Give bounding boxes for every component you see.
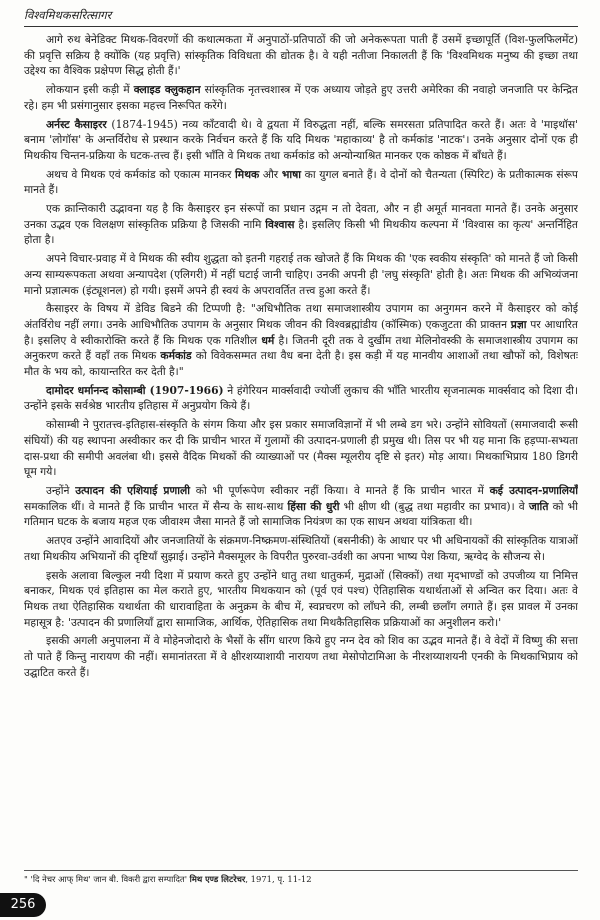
body-paragraph xyxy=(24,533,578,564)
bold-term: क्लाइड क्लुकहान xyxy=(133,83,201,97)
text-run: लोकयान इसी कड़ी में xyxy=(46,83,134,97)
text-run: कैसाइरर के विषय में डेविड बिडने की टिप्पणी है: "अधिभौतिक तथा समाजशास्त्रीय उपागम का अनुगमन करने में कैसाइरर को कोई अंतर्विरोध नहीं लगा। उनके आधिभौतिक उपागम के अनुसार मिथक जीवन की विश्वब्रह्मांडीय (कॉस्मिक) एकजुटता की प्राक्तन xyxy=(24,302,578,331)
body-paragraph xyxy=(24,167,578,198)
body-paragraph xyxy=(24,301,578,380)
body-paragraph xyxy=(24,82,578,113)
body-paragraph xyxy=(24,32,578,79)
bold-term: धर्म xyxy=(261,333,275,347)
bold-term: विश्वास xyxy=(265,217,295,231)
bold-term: कई उत्पादन-प्रणालियाँ xyxy=(489,483,578,497)
text-run: इसके अलावा बिल्कुल नयी दिशा में प्रयाण करते हुए उन्होंने धातु तथा धातुकर्म, मुद्राओं (सिक्कों) तथा मृदभाण्डों को उपजीव्य या निमित्त बनाकर, मिथक एवं इतिहास का मेल कराते हुए, भारतीय मिथकयान को (पूर्व एवं पश्च) ऐतिहासिक यथार्थताओं से अन्वित कर दिया। अतः वे मिथक तथा ऐतिहासिक यथार्थता की धारावाहिता के अनुक्रम के बीच में, स्वप्नचरण को लाँघने की, लम्बी छलाँग लगाते हैं। इस प्रावल में उनका महासूत्र है: 'उत्पादन की प्रणालियाँ द्वारा सामाजिक, आर्थिक, ऐतिहासिक तथा मिथकैतिहासिक प्रक्रियाओं का अनुशीलन करो।' xyxy=(24,568,578,629)
text-run: अपने विचार-प्रवाह में वे मिथक की स्वीय शुद्धता को इतनी गहराई तक खोजते हैं कि मिथक की 'एक स्वकीय संस्कृति' को मानते हैं जो किसी अन्य साम्यरूपकता अथवा अन्यापदेश (एलिगरी) में नहीं घटाई जानी चाहिए। उनकी अपनी ही 'लघु संस्कृति' होती है। अतः मिथक की अभिव्यंजना मानो प्रज्ञात्मक (इंट्यूशनल) हो गयी। इसमें अपने ही स्वयं के अपरावर्तित तत्त्व हुआ करते हैं। xyxy=(24,252,578,297)
body-paragraph xyxy=(24,483,578,530)
bold-term: जाति xyxy=(528,499,549,513)
page-body xyxy=(24,32,578,864)
text-run: समकालिक थीं। वे मानते हैं कि प्राचीन भारत में सैन्य के साथ-साथ xyxy=(24,499,288,513)
body-paragraph xyxy=(24,633,578,680)
text-run: उन्होंने xyxy=(46,483,76,497)
text-run: को विवेकसम्मत तथा वैध बना देती है। इस कड़ी में यह मानवीय आशाओं तथा खौफों को, विशेषतः मौत के भय को, कायान्तरित कर देती है।" xyxy=(24,349,578,379)
footnote-tail: , 1971, पृ. 11-12 xyxy=(245,874,312,884)
text-run: का युगल बनाते हैं। वे दोनों को चैतन्यता (स्पिरिट) के प्रतीकात्मक संरूप मानते हैं। xyxy=(24,167,578,197)
footnote xyxy=(24,870,578,885)
bold-term: कर्मकांड xyxy=(160,349,192,363)
bold-term: प्रज्ञा xyxy=(510,317,527,331)
body-paragraph xyxy=(24,201,578,248)
text-run: आगे रुथ बेनेडिक्ट मिथक-विवरणों की कथात्मकता में अनुपाठों-प्रतिपाठों की जो अनेकरूपता पाती हैं उसमें इच्छापूर्ति (विश-फुलफिलमेंट) की प्रवृत्ति सक्रिय है क्योंकि (यह प्रवृत्ति) सांस्कृतिक विविधता की द्योतक है। वे यही नतीजा निकालती हैं कि 'विश्वमिथक मनुष्य की इच्छा तथा उद्देश्य का वैश्विक प्रक्षेपण सिद्ध होती हैं।' xyxy=(24,33,578,78)
text-run: भी क्षीण थी (बुद्ध तथा महावीर का प्रभाव)। वे xyxy=(339,499,529,513)
text-run: अतएव उन्होंने आवादियों और जनजातियों के संक्रमण-निष्क्रमण-संस्थितियों (बसनीकी) के आधार पर भी अधिनायकों की सांस्कृतिक यात्राओं तथा मिथकीय अभियानों की दृष्टियाँ सुझाई। उन्होंने मैक्समूलर के विपरीत पुरुरवा-उर्वशी का अपना भाष्य पेश किया, ऋग्वेद के सौजन्य से। xyxy=(24,534,578,563)
body-paragraph xyxy=(24,117,578,164)
text-run: (1874-1945) नव्य काँटवादी थे। वे द्वयता में विरुद्धता नहीं, बल्कि समरसता प्रतिपादित करते हैं। अतः वे 'माइथॉस' बनाम 'लोगॉस' के अन्तर्विरोध से प्रस्थान करके निर्वचन करते हैं कि यदि मिथक 'महाकाव्य' है तो कर्मकांड 'नाटक'। उनके अनुसार दोनों एक ही मिथकीय चिन्तन-प्रक्रिया के घटक-तत्त्व हैं। इसी भाँति वे मिथक तथा कर्मकांड को अन्योन्याश्रित मानकर एक कोष्ठक में बाँधते हैं। xyxy=(24,117,578,162)
text-run: पर आधारित है। इसलिए वे स्वीकारोक्ति करते हैं कि मिथक एक गतिशील xyxy=(24,317,578,347)
text-run: अथच वे मिथक एवं कर्मकांड को एकात्म मानकर xyxy=(46,167,236,181)
text-run: सांस्कृतिक नृतत्त्वशास्त्र में एक अध्याय जोड़ते हुए उत्तरी अमेरिका की नवाहो जनजाति पर केन्द्रित रहे। हम भी प्रसंगानुसार इसका महत्त्व निरूपित करेंगे। xyxy=(24,83,578,112)
bold-term: अर्नस्ट कैसाइरर xyxy=(46,117,107,131)
footnote-text: " 'दि नेचर आफ् मिथ' जान बी. विकरी द्वारा सम्पादित' xyxy=(24,874,190,884)
bold-term: मिथक xyxy=(235,167,260,181)
body-paragraph xyxy=(24,251,578,298)
text-run: ने हंगेरियन मार्क्सवादी ज्योर्जी लुकाच की भाँति भारतीय सृजनात्मक मार्क्सवाद को दिशा दी। उन्होंने इसके सर्वश्रेष्ठ भारतीय इतिहास में अनुप्रयोग किये हैं। xyxy=(24,383,578,413)
text-run: इसकी अगली अनुपालना में वे मोहेनजोदारो के भैसों के सींग धारण किये हुए नग्न देव को शिव का उद्भव मानते हैं। वे वेदों में विष्णु की सत्ता तो पाते हैं किन्तु नारायण की नहीं। समानांतरता में वे क्षीरशय्याशायी नारायण तथा मेसोपोटामिआ के नीरशय्याशयनी एनकी के मिथकाभिप्राय को उद्घाटित करते हैं। xyxy=(24,634,578,679)
body-paragraph xyxy=(24,383,578,414)
text-run: एक क्रान्तिकारी उद्भावना यह है कि कैसाइरर इन संरूपों का प्रधान उद्गम न तो देवता, और न ही अमूर्त मानवता मानते हैं। उनके अनुसार उनका उद्भव एक विलक्षण सांस्कृतिक प्रक्रिया है जिसकी नामि xyxy=(24,202,578,231)
text-run: को भी पूर्णरूपेण स्वीकार नहीं किया। वे मानते हैं कि प्राचीन भारत में xyxy=(190,483,490,497)
body-paragraph xyxy=(24,568,578,631)
page-number: 256 xyxy=(0,893,46,917)
body-paragraph xyxy=(24,417,578,480)
text-run: और xyxy=(259,167,282,181)
header-title: विश्वमिथकसरित्सागर xyxy=(24,8,112,22)
footnote-bold: मिथ एण्ड लिटरेचर xyxy=(189,874,246,884)
bold-term: उत्पादन की एशियाई प्रणाली xyxy=(75,483,191,497)
running-header xyxy=(24,6,578,27)
bold-term: भाषा xyxy=(281,167,302,181)
text-run: है। इसलिए किसी भी मिथकीय कल्पना में 'विश्वास का कृत्य' अन्तर्निहित होता है। xyxy=(24,217,578,247)
bold-term: हिंसा की धुरी xyxy=(287,499,340,513)
bold-term: दामोदर धर्मानन्द कोसाम्बी (1907-1966) xyxy=(46,383,224,397)
text-run: को भी गतिमान घटक के बजाय महज एक जीवाश्म जैसा मानते हैं जो सामाजिक नियंत्रण का एक साधन अथवा यांत्रिकता थी। xyxy=(24,499,578,529)
text-run: कोसाम्बी ने पुरातत्त्व-इतिहास-संस्कृति के संगम किया और इस प्रकार समाजविज्ञानों में भी लम्बे डग भरे। उन्होंने सोवियतों (समाजवादी रूसी संघियों) की यह स्थापना अस्वीकार कर दी कि प्राचीन भारत में गुलामों की उत्पादन-प्रणाली ही प्रमुख थी। तिस पर भी यह माना कि हड़प्पा-सभ्यता दास-प्रथा की समीपी अवलंबा थी। इससे वैदिक मिथकों की व्याख्याओं पर (मैक्स म्यूलरीय दृष्टि से इतर) मोड़ आया। मिथकाभिप्राय 180 डिगरी घूम गये। xyxy=(24,418,578,479)
text-run: है। जितनी दूरी तक वे दुर्खीम तथा मेलिनोवस्की के समाजशास्त्रीय उपागम का अनुकरण करते हैं वहाँ तक मिथक xyxy=(24,333,578,363)
